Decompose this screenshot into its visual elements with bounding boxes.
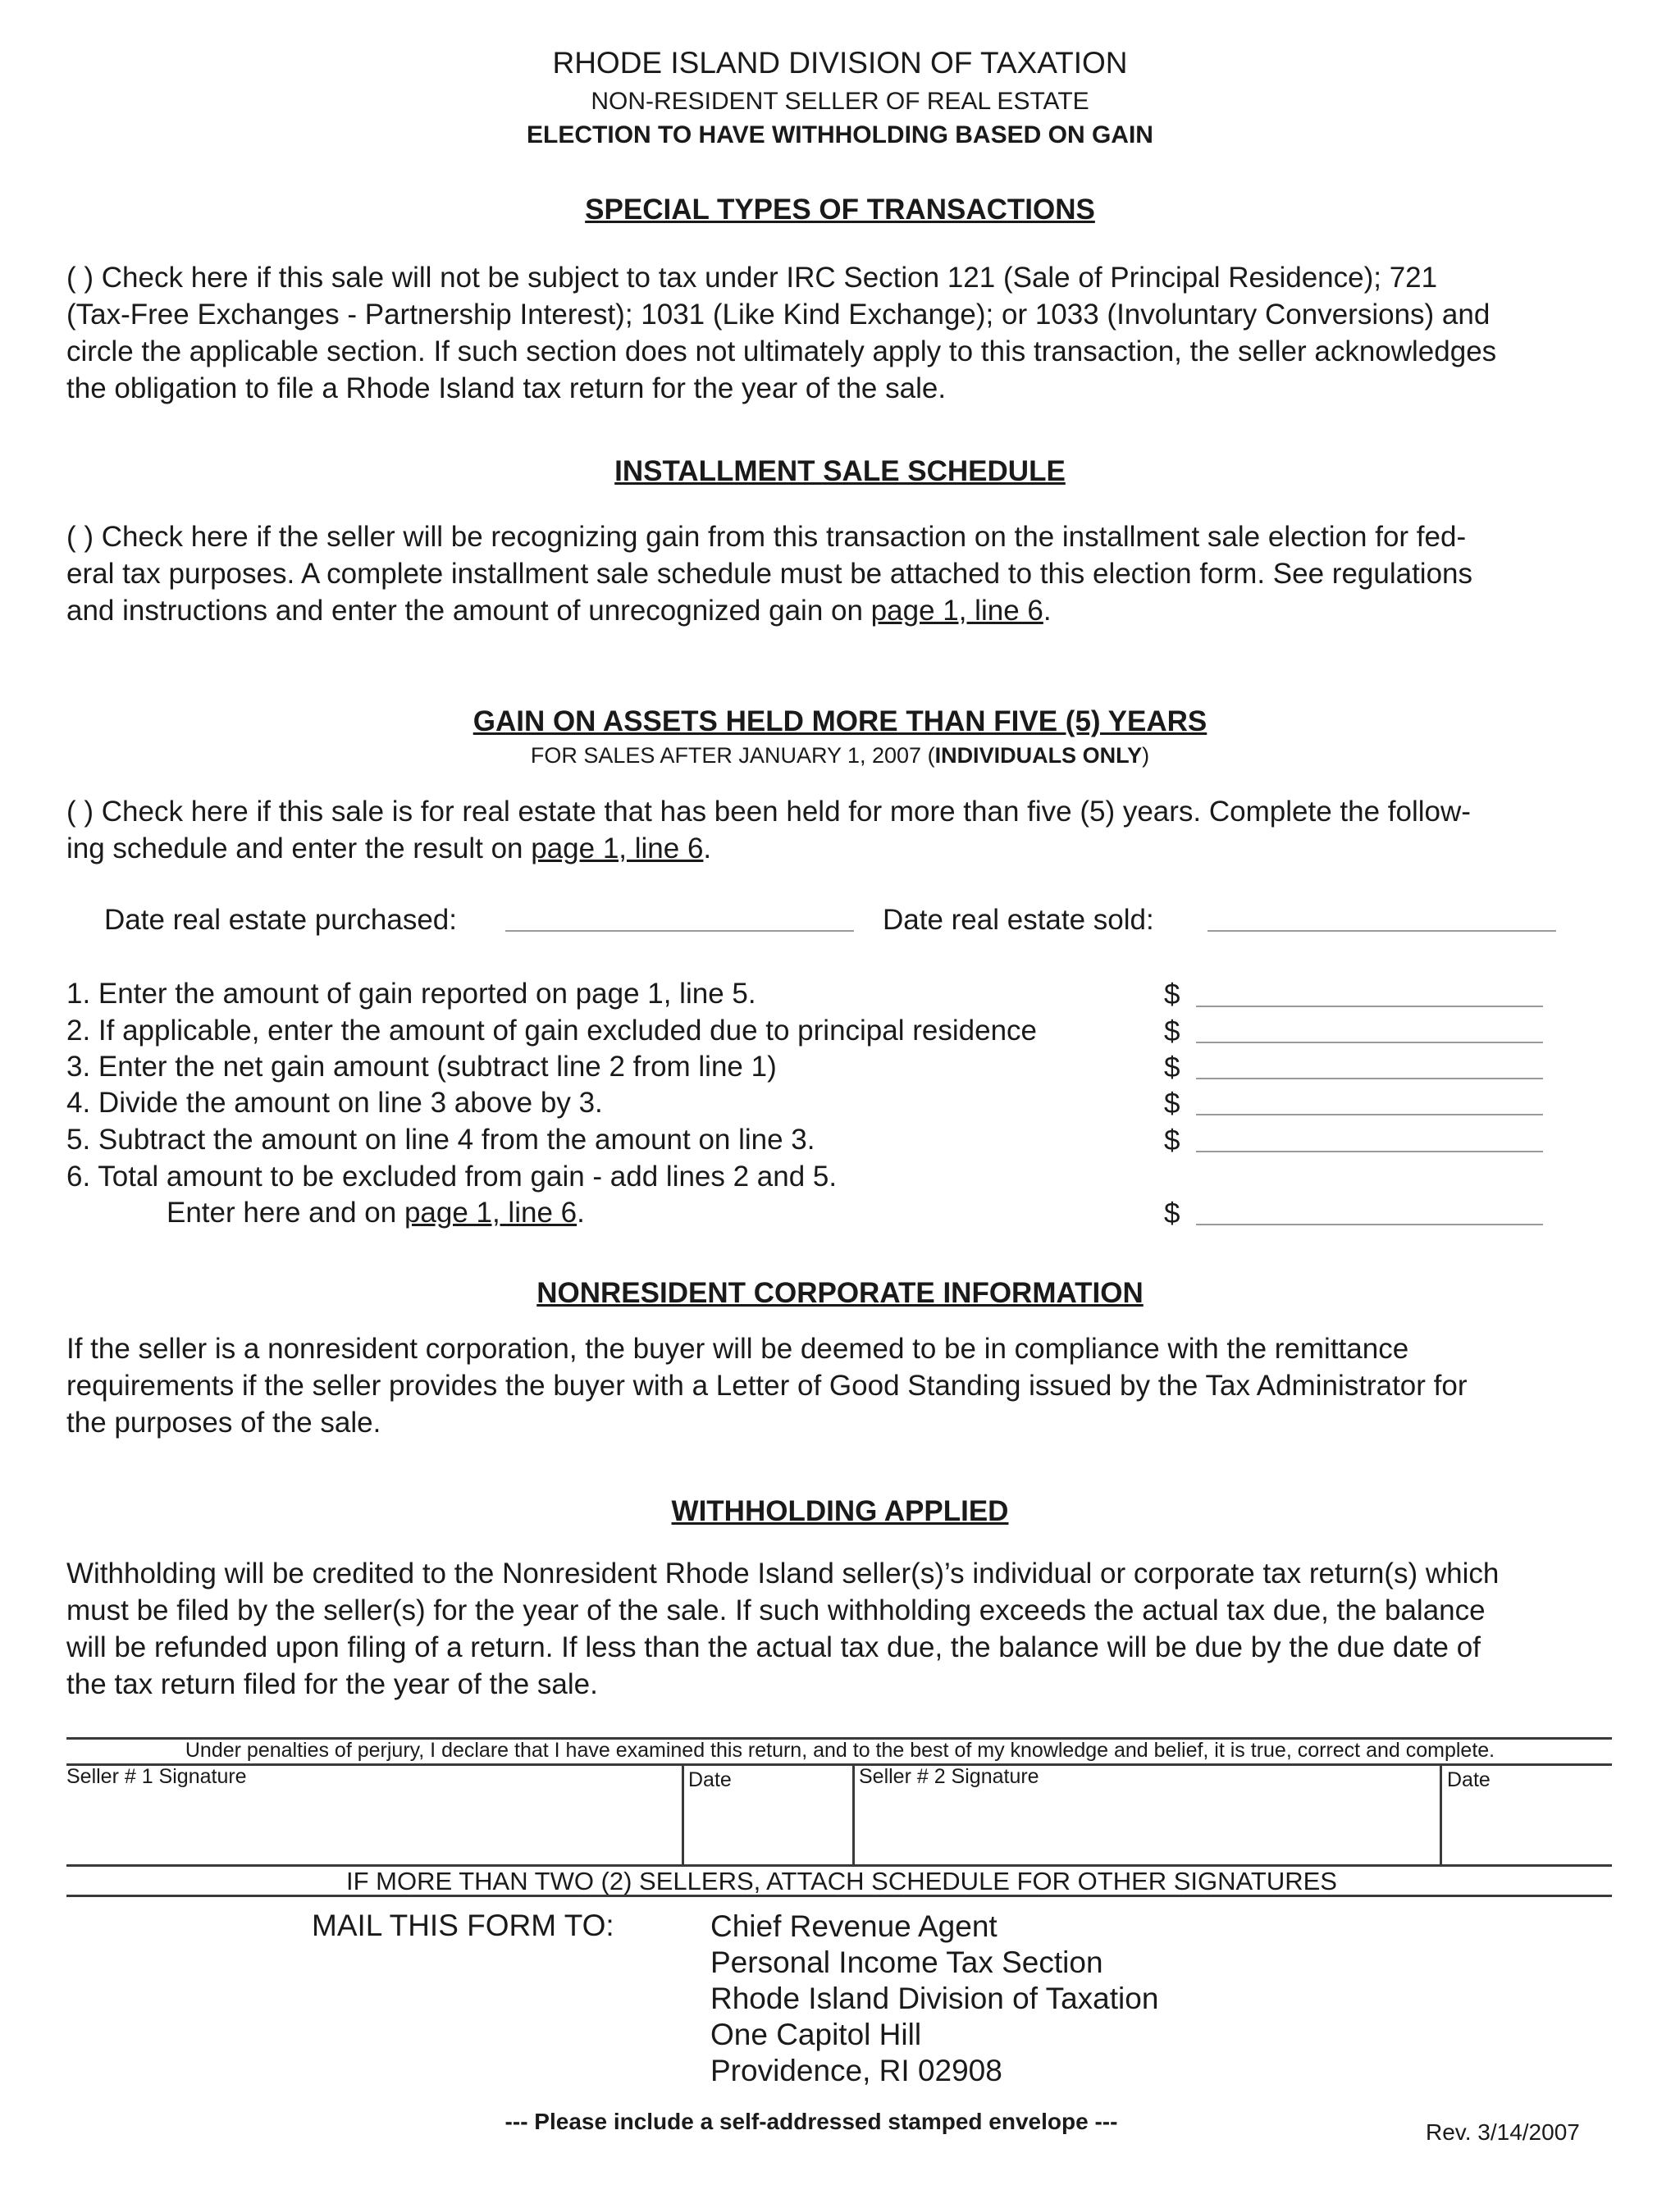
corporate-paragraph <box>66 1330 1625 1441</box>
seller-1-date-field[interactable]: Date <box>688 1768 732 1791</box>
schedule-line-3: 3. Enter the net gain amount (subtract line 2 from line 1) <box>66 1051 777 1083</box>
dollar-sign: $ <box>1164 1124 1180 1156</box>
form-subtitle: ELECTION TO HAVE WITHHOLDING BASED ON GAIN <box>527 121 1153 148</box>
schedule-line-6: 6. Total amount to be excluded from gain - add lines 2 and 5. <box>66 1161 838 1193</box>
page1-line6-reference: page 1, line 6 <box>404 1197 578 1229</box>
withholding-heading: WITHHOLDING APPLIED <box>671 1495 1009 1527</box>
dollar-sign: $ <box>1164 1197 1180 1229</box>
corporate-line-1: If the seller is a nonresident corporation, the buyer will be deemed to be in compliance with the remittance <box>66 1333 1409 1365</box>
address-line: Providence, RI 02908 <box>710 2054 1002 2087</box>
special-line-2: (Tax-Free Exchanges - Partnership Interest); 1031 (Like Kind Exchange); or 1033 (Involuntary Conversions) and <box>66 299 1491 331</box>
five-year-subheading: FOR SALES AFTER JANUARY 1, 2007 (INDIVIDUALS ONLY) <box>530 743 1150 768</box>
seller-2-date-field[interactable]: Date <box>1447 1768 1491 1791</box>
seller-2-signature-field[interactable]: Seller # 2 Signature <box>859 1765 1039 1788</box>
special-types-heading: SPECIAL TYPES OF TRANSACTIONS <box>585 194 1095 226</box>
schedule-line-6-continued: Enter here and on page 1, line 6. <box>167 1197 585 1229</box>
dollar-sign: $ <box>1164 978 1180 1010</box>
installment-line-3: and instructions and enter the amount of unrecognized gain on page 1, line 6. <box>66 595 1052 627</box>
five-year-line-2: ing schedule and enter the result on page 1, line 6. <box>66 832 712 864</box>
date-sold-field[interactable] <box>1208 930 1556 932</box>
signature-divider <box>852 1763 855 1864</box>
line-5-amount-field[interactable] <box>1196 1151 1543 1152</box>
dollar-sign: $ <box>1164 1088 1180 1120</box>
schedule-line-4: 4. Divide the amount on line 3 above by 3. <box>66 1087 603 1119</box>
mail-to-label: MAIL THIS FORM TO: <box>312 1909 614 1942</box>
more-sellers-rule <box>66 1895 1612 1897</box>
corporate-heading: NONRESIDENT CORPORATE INFORMATION <box>536 1277 1144 1309</box>
date-purchased-field[interactable] <box>505 930 854 932</box>
schedule-line-2: 2. If applicable, enter the amount of gain excluded due to principal residence <box>66 1015 1037 1047</box>
date-sold-label: Date real estate sold: <box>883 904 1154 936</box>
date-purchased-label: Date real estate purchased: <box>104 904 457 936</box>
page1-line6-reference: page 1, line 6 <box>870 595 1043 627</box>
perjury-declaration: Under penalties of perjury, I declare that I have examined this return, and to the best of my knowledge and belief, it is true, correct and complete. <box>185 1739 1495 1762</box>
line-2-amount-field[interactable] <box>1196 1042 1543 1043</box>
corporate-line-3: the purposes of the sale. <box>66 1407 381 1439</box>
withholding-line-3: will be refunded upon filing of a return. If less than the actual tax due, the balance will be due by the due date of <box>66 1631 1481 1663</box>
withholding-line-1: Withholding will be credited to the Nonresident Rhode Island seller(s)’s individual or corporate tax return(s) which <box>66 1558 1500 1590</box>
corporate-line-2: requirements if the seller provides the buyer with a Letter of Good Standing issued by the Tax Administrator for <box>66 1370 1468 1402</box>
page1-line6-reference: page 1, line 6 <box>531 832 704 864</box>
mailing-address <box>710 1909 1158 2089</box>
special-line-4: the obligation to file a Rhode Island tax return for the year of the sale. <box>66 372 947 404</box>
withholding-paragraph <box>66 1555 1625 1703</box>
revision-date: Rev. 3/14/2007 <box>1426 2119 1580 2145</box>
envelope-note: --- Please include a self-addressed stamped envelope --- <box>504 2109 1118 2134</box>
signature-divider <box>682 1763 684 1864</box>
address-line: Personal Income Tax Section <box>710 1945 1103 1979</box>
more-sellers-note: IF MORE THAN TWO (2) SELLERS, ATTACH SCHEDULE FOR OTHER SIGNATURES <box>345 1867 1337 1895</box>
withholding-line-4: the tax return filed for the year of the sale. <box>66 1668 598 1700</box>
dollar-sign: $ <box>1164 1051 1180 1083</box>
special-types-paragraph <box>66 259 1625 407</box>
line-4-amount-field[interactable] <box>1196 1114 1543 1115</box>
special-line-3: circle the applicable section. If such section does not ultimately apply to this transaction, the seller acknowledges <box>66 335 1497 367</box>
installment-line-1: ( ) Check here if the seller will be recognizing gain from this transaction on the installment sale election for fed- <box>66 521 1467 553</box>
address-line: One Capitol Hill <box>710 2018 922 2051</box>
seller-1-signature-field[interactable]: Seller # 1 Signature <box>66 1765 247 1788</box>
five-year-paragraph <box>66 793 1625 867</box>
address-line: Rhode Island Division of Taxation <box>710 1982 1159 2015</box>
line-3-amount-field[interactable] <box>1196 1078 1543 1079</box>
schedule-line-5: 5. Subtract the amount on line 4 from the amount on line 3. <box>66 1124 815 1156</box>
installment-heading: INSTALLMENT SALE SCHEDULE <box>614 455 1066 487</box>
five-year-heading: GAIN ON ASSETS HELD MORE THAN FIVE (5) YEARS <box>472 705 1208 737</box>
special-line-1: ( ) Check here if this sale will not be subject to tax under IRC Section 121 (Sale of Principal Residence); 721 <box>66 262 1438 294</box>
agency-title: RHODE ISLAND DIVISION OF TAXATION <box>552 46 1128 80</box>
line-1-amount-field[interactable] <box>1196 1006 1543 1007</box>
form-name: NON-RESIDENT SELLER OF REAL ESTATE <box>591 88 1089 115</box>
installment-line-2: eral tax purposes. A complete installment sale schedule must be attached to this election form. See regulations <box>66 558 1473 590</box>
withholding-line-2: must be filed by the seller(s) for the year of the sale. If such withholding exceeds the actual tax due, the balance <box>66 1594 1486 1626</box>
installment-paragraph <box>66 518 1625 629</box>
five-year-line-1: ( ) Check here if this sale is for real estate that has been held for more than five (5) years. Complete the follow- <box>66 796 1471 828</box>
dollar-sign: $ <box>1164 1015 1180 1047</box>
schedule-line-1: 1. Enter the amount of gain reported on page 1, line 5. <box>66 978 756 1010</box>
line-6-amount-field[interactable] <box>1196 1224 1543 1225</box>
address-line: Chief Revenue Agent <box>710 1909 998 1943</box>
signature-divider <box>1440 1763 1442 1864</box>
